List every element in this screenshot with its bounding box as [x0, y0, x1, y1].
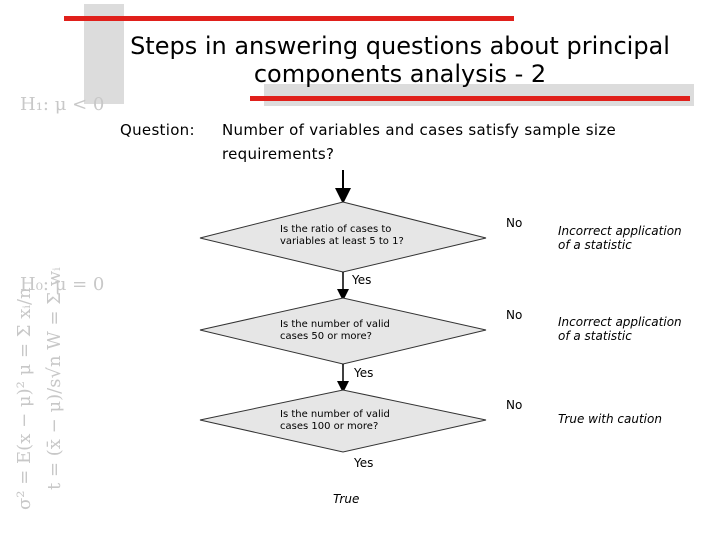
decision-1-text-line-2: variables at least 5 to 1?: [280, 236, 404, 247]
slide-title-line-1: Steps in answering questions about principal: [130, 32, 670, 60]
decision-3-text-line-2: cases 100 or more?: [280, 421, 379, 432]
slide-title-line-2: components analysis - 2: [253, 60, 547, 88]
decision-2-text-line-1: Is the number of valid: [280, 319, 390, 330]
svg-text:H₁: μ < 0: H₁: μ < 0: [20, 94, 105, 115]
svg-text:t = (x̄ − μ)/s√n W = Σ wᵢ: t = (x̄ − μ)/s√n W = Σ wᵢ: [44, 267, 65, 490]
decision-1-text-line-1: Is the ratio of cases to: [280, 224, 392, 235]
decision-2-no-outcome-line-2: of a statistic: [558, 329, 632, 343]
decision-2-no-outcome-line-1: Incorrect application: [558, 315, 682, 329]
decision-1-no-outcome-line-2: of a statistic: [558, 238, 632, 252]
decision-1-no-outcome-line-1: Incorrect application: [558, 224, 682, 238]
question-text-line-1: Number of variables and cases satisfy sample size: [222, 121, 617, 139]
svg-text:σ² = E(x − μ)² μ = Σ xᵢ/n: σ² = E(x − μ)² μ = Σ xᵢ/n: [14, 287, 35, 510]
decision-1-no-label: No: [506, 216, 523, 230]
decision-2-no-label: No: [506, 308, 523, 322]
decision-3-no-label: No: [506, 398, 523, 412]
question-text-line-2: requirements?: [222, 145, 335, 163]
decision-3-yes-label: Yes: [354, 456, 374, 470]
decision-1-yes-label: Yes: [352, 273, 372, 287]
decision-3-no-outcome: True with caution: [558, 412, 662, 426]
final-outcome: True: [333, 492, 360, 506]
decision-2-yes-label: Yes: [354, 366, 374, 380]
svg-text:H₀: μ = 0: H₀: μ = 0: [20, 274, 105, 295]
question-label: Question:: [120, 121, 195, 139]
decision-2-text-line-2: cases 50 or more?: [280, 331, 372, 342]
decision-3-text-line-1: Is the number of valid: [280, 409, 390, 420]
